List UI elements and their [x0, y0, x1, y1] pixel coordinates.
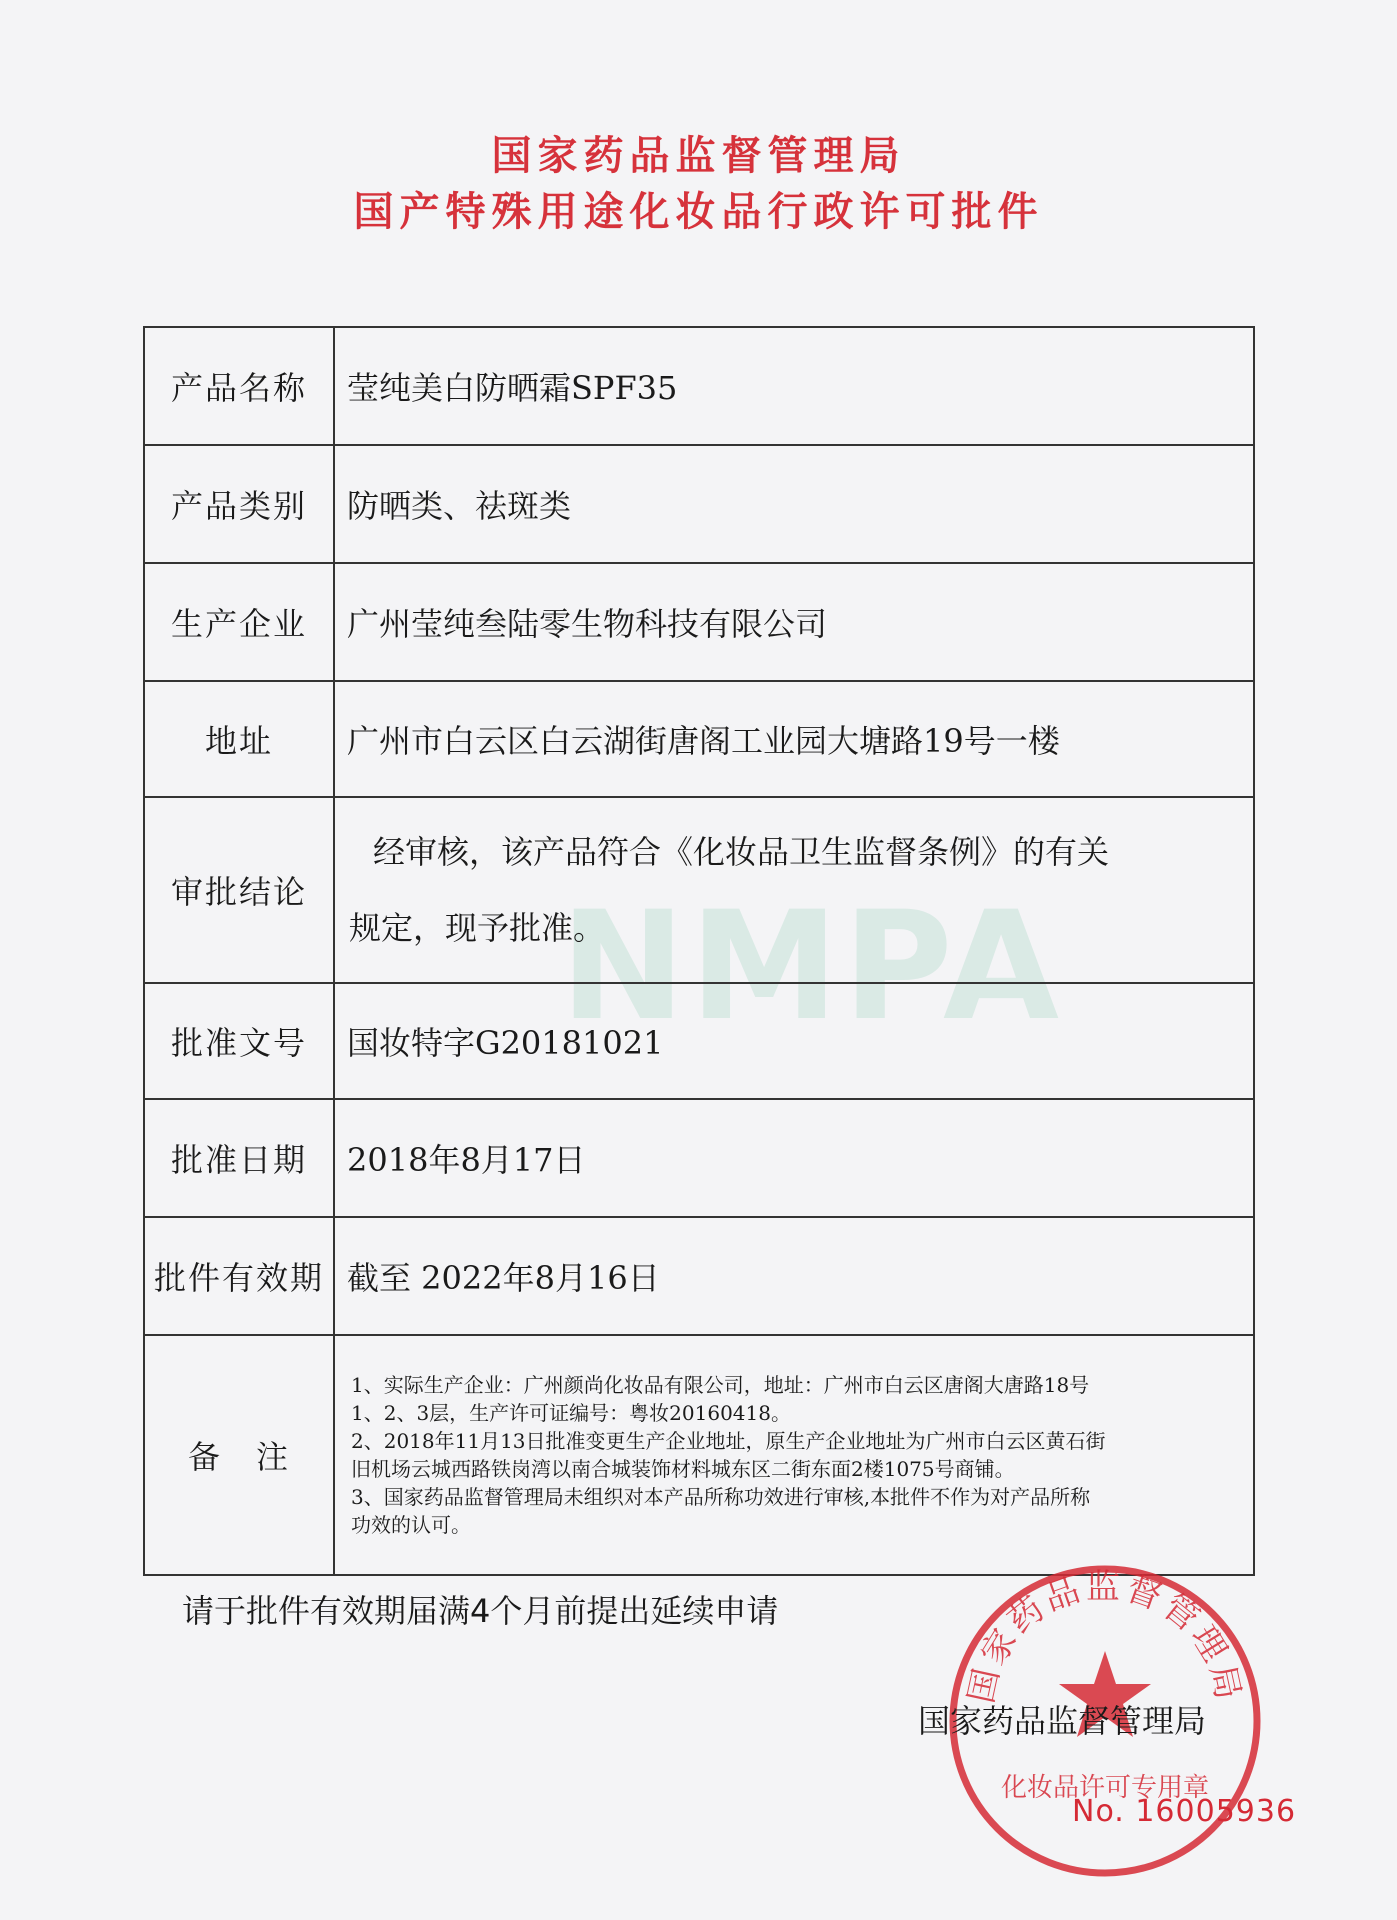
remark-line: 3、国家药品监督管理局未组织对本产品所称功效进行审核,本批件不作为对产品所称: [351, 1485, 1091, 1509]
label-manufacturer: 生产企业: [144, 563, 334, 681]
value-approval-date: 2018年8月17日: [334, 1099, 1254, 1217]
label-product-name: 产品名称: [144, 327, 334, 445]
label-validity: 批件有效期: [144, 1217, 334, 1335]
value-address: 广州市白云区白云湖街唐阁工业园大塘路19号一楼: [334, 681, 1254, 797]
issuing-authority: 国家药品监督管理局: [918, 1702, 1207, 1740]
row-remarks: [144, 1335, 1254, 1575]
row-approval-date: [144, 1099, 1254, 1217]
renewal-notice: 请于批件有效期届满4个月前提出延续申请: [182, 1592, 779, 1630]
row-manufacturer: [144, 563, 1254, 681]
permit-table: [143, 326, 1255, 1576]
document-title: 国产特殊用途化妆品行政许可批件: [353, 188, 1044, 235]
remark-line: 1、实际生产企业：广州颜尚化妆品有限公司，地址：广州市白云区唐阁大唐路18号: [351, 1373, 1090, 1397]
row-approval-number: [144, 983, 1254, 1099]
remark-line: 旧机场云城西路铁岗湾以南合城装饰材料城东区二街东面2楼1075号商铺。: [351, 1457, 1015, 1481]
value-approval-number: 国妆特字G20181021: [334, 983, 1254, 1099]
row-product-name: [144, 327, 1254, 445]
value-validity: 截至 2022年8月16日: [334, 1217, 1254, 1335]
row-validity: [144, 1217, 1254, 1335]
label-approval-date: 批准日期: [144, 1099, 334, 1217]
remark-line: 2、2018年11月13日批准变更生产企业地址，原生产企业地址为广州市白云区黄石街: [351, 1429, 1106, 1453]
row-address: [144, 681, 1254, 797]
value-product-category: 防晒类、祛斑类: [334, 445, 1254, 563]
value-product-name: 莹纯美白防晒霜SPF35: [334, 327, 1254, 445]
remark-line: 功效的认可。: [351, 1513, 471, 1537]
seal-number: No. 16005936: [1072, 1794, 1297, 1829]
row-conclusion: [144, 797, 1254, 983]
seal-inner-text: 化妆品许可专用章: [1000, 1773, 1210, 1803]
label-conclusion: 审批结论: [144, 797, 334, 983]
label-remarks: 备 注: [144, 1335, 334, 1575]
value-manufacturer: 广州莹纯叁陆零生物科技有限公司: [334, 563, 1254, 681]
seal-arc-text: 国家药品监督管理局: [961, 1566, 1249, 1707]
value-remarks: [334, 1335, 1254, 1575]
nmpa-watermark: NMPA: [560, 880, 1064, 1054]
conclusion-line-1: 经审核，该产品符合《化妆品卫生监督条例》的有关: [373, 833, 1110, 871]
conclusion-line-2: 规定，现予批准。: [349, 909, 606, 947]
agency-title: 国家药品监督管理局: [491, 132, 906, 179]
remark-line: 1、2、3层，生产许可证编号：粤妆20160418。: [351, 1401, 791, 1425]
label-approval-number: 批准文号: [144, 983, 334, 1099]
row-product-category: [144, 445, 1254, 563]
label-product-category: 产品类别: [144, 445, 334, 563]
label-address: 地址: [144, 681, 334, 797]
value-conclusion: [334, 797, 1254, 983]
